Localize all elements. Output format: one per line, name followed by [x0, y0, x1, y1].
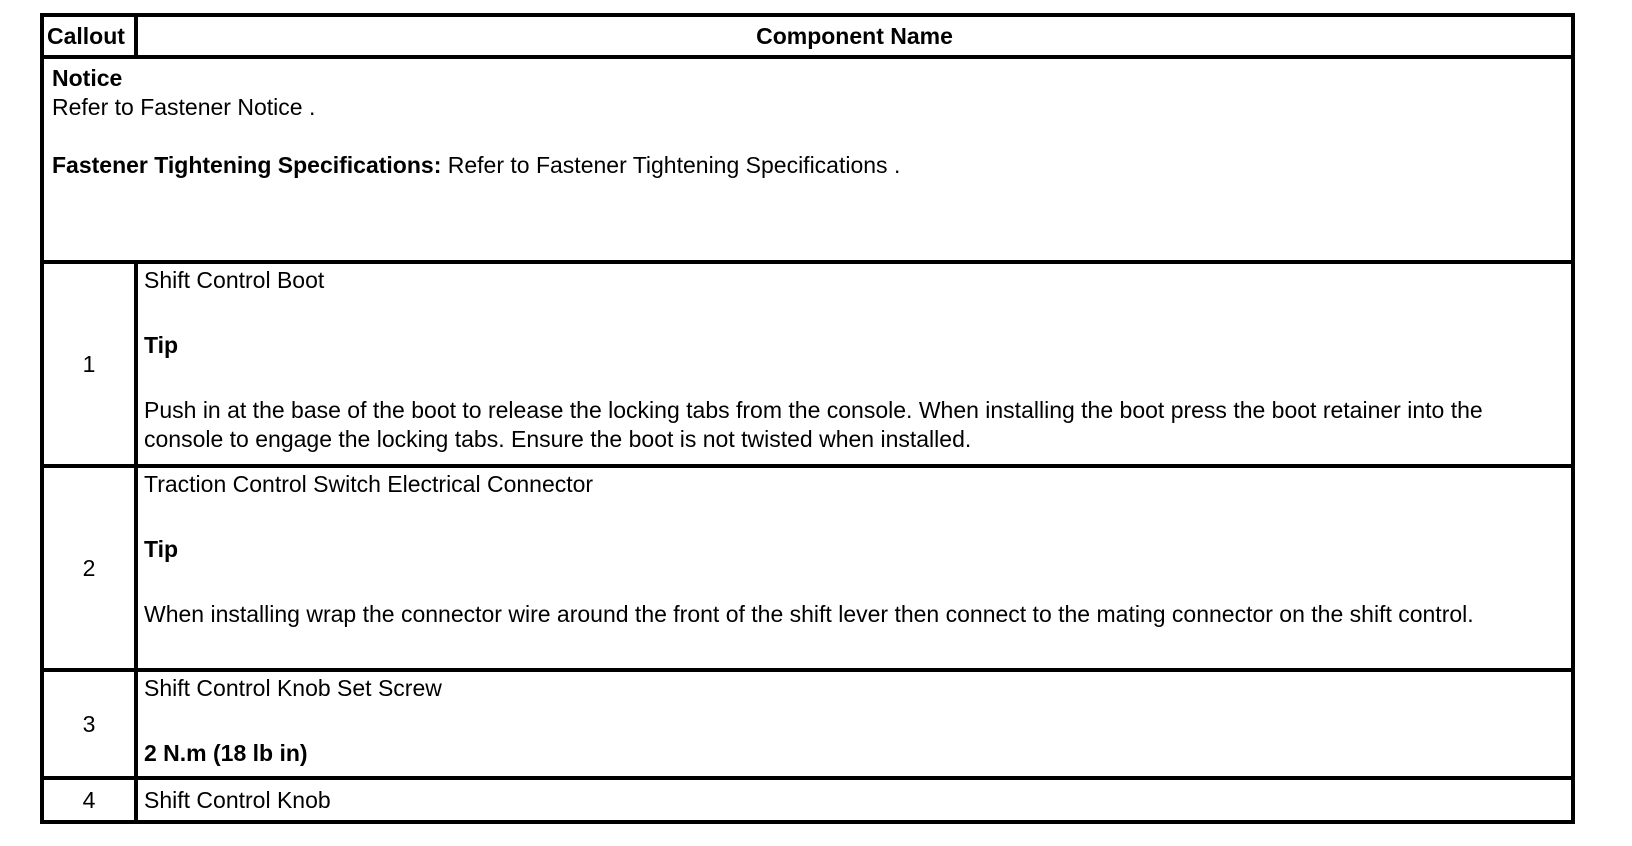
tip-text: When installing wrap the connector wire around the front of the shift lever then connect to the mating connector on the shift control. — [144, 601, 1474, 627]
component-table — [40, 13, 1575, 824]
table-row — [42, 262, 1573, 466]
callout-number: 2 — [42, 466, 136, 670]
component-name: Shift Control Boot — [144, 267, 325, 293]
callout-number: 3 — [42, 670, 136, 778]
component-cell — [136, 466, 1573, 670]
callout-header: Callout — [42, 15, 136, 57]
notice-text: Refer to Fastener Notice . — [52, 94, 316, 120]
notice-title: Notice — [52, 65, 123, 91]
table-row — [42, 466, 1573, 670]
component-name: Traction Control Switch Electrical Connector — [144, 471, 594, 497]
tip-label: Tip — [144, 536, 179, 562]
torque-spec: 2 N.m (18 lb in) — [144, 740, 308, 766]
callout-number: 4 — [42, 778, 136, 822]
component-name: Shift Control Knob Set Screw — [144, 675, 442, 701]
callout-number: 1 — [42, 262, 136, 466]
table-row — [42, 778, 1573, 822]
component-name-header: Component Name — [136, 15, 1573, 57]
fastener-spec-text: Refer to Fastener Tightening Specifications . — [441, 152, 901, 178]
tip-text: Push in at the base of the boot to release the locking tabs from the console. When installing the boot press the boot retainer into the console to engage the locking tabs. Ensure the boot is not twisted when installed. — [144, 397, 1483, 452]
notice-row — [42, 57, 1573, 262]
component-name: Shift Control Knob — [144, 786, 331, 813]
fastener-spec-label: Fastener Tightening Specifications: — [52, 152, 442, 178]
component-cell — [136, 262, 1573, 466]
component-cell — [136, 778, 1573, 822]
notice-cell — [42, 57, 1573, 262]
tip-label: Tip — [144, 332, 179, 358]
table-row — [42, 670, 1573, 778]
fastener-spec-line — [52, 151, 1563, 180]
table-header-row — [42, 15, 1573, 57]
component-cell — [136, 670, 1573, 778]
